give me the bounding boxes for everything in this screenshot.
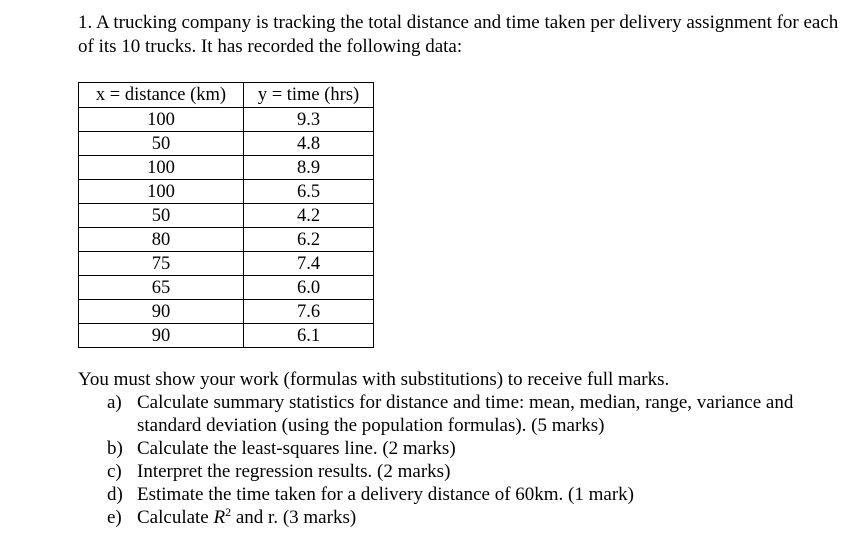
cell-distance: 100 (79, 180, 244, 204)
cell-time: 7.4 (244, 252, 374, 276)
table-row (79, 324, 374, 348)
cell-time: 6.0 (244, 276, 374, 300)
cell-time: 4.2 (244, 204, 374, 228)
part-letter: d) (107, 484, 123, 505)
list-item (107, 460, 847, 483)
header-time: y = time (hrs) (244, 83, 374, 108)
cell-time: 4.8 (244, 132, 374, 156)
cell-distance: 100 (79, 156, 244, 180)
table-row (79, 252, 374, 276)
list-item (107, 506, 847, 529)
cell-time: 9.3 (244, 108, 374, 132)
cell-time: 7.6 (244, 300, 374, 324)
cell-time: 6.1 (244, 324, 374, 348)
table-row (79, 300, 374, 324)
instructions-text: You must show your work (formulas with substitutions) to receive full marks. (78, 369, 670, 390)
part-text: Estimate the time taken for a delivery distance of 60km. (1 mark) (137, 484, 634, 505)
table-header-row (79, 83, 374, 108)
cell-time: 8.9 (244, 156, 374, 180)
table-row (79, 276, 374, 300)
part-text: Calculate the least-squares line. (2 marks) (137, 438, 456, 459)
question-intro: 1. A trucking company is tracking the total distance and time taken per delivery assignment for each of its 10 trucks. It has recorded the following data: (78, 12, 839, 57)
part-text-post: and r. (3 marks) (231, 507, 357, 528)
cell-distance: 65 (79, 276, 244, 300)
header-distance: x = distance (km) (79, 83, 244, 108)
cell-time: 6.2 (244, 228, 374, 252)
table-row (79, 180, 374, 204)
part-letter: c) (107, 461, 122, 482)
r-squared-symbol: R (213, 507, 226, 528)
part-text (137, 506, 847, 529)
table-row (79, 228, 374, 252)
cell-distance: 80 (79, 228, 244, 252)
list-item (107, 483, 847, 506)
part-text: Calculate summary statistics for distance and time: mean, median, range, variance and standard deviation (using the population formulas). (5 marks) (137, 392, 794, 436)
table-row (79, 204, 374, 228)
cell-time: 6.5 (244, 180, 374, 204)
cell-distance: 50 (79, 204, 244, 228)
list-item (107, 391, 847, 437)
part-letter: b) (107, 438, 123, 459)
part-text-pre: Calculate (137, 507, 214, 528)
cell-distance: 50 (79, 132, 244, 156)
cell-distance: 90 (79, 324, 244, 348)
data-table (78, 82, 374, 348)
part-letter: e) (107, 507, 122, 528)
question-parts-list (107, 391, 847, 529)
table-row (79, 156, 374, 180)
part-text: Interpret the regression results. (2 marks) (137, 461, 451, 482)
part-letter: a) (107, 392, 122, 413)
cell-distance: 90 (79, 300, 244, 324)
list-item (107, 437, 847, 460)
r-squared-exponent: 2 (225, 505, 232, 519)
table-row (79, 108, 374, 132)
cell-distance: 75 (79, 252, 244, 276)
cell-distance: 100 (79, 108, 244, 132)
table-row (79, 132, 374, 156)
